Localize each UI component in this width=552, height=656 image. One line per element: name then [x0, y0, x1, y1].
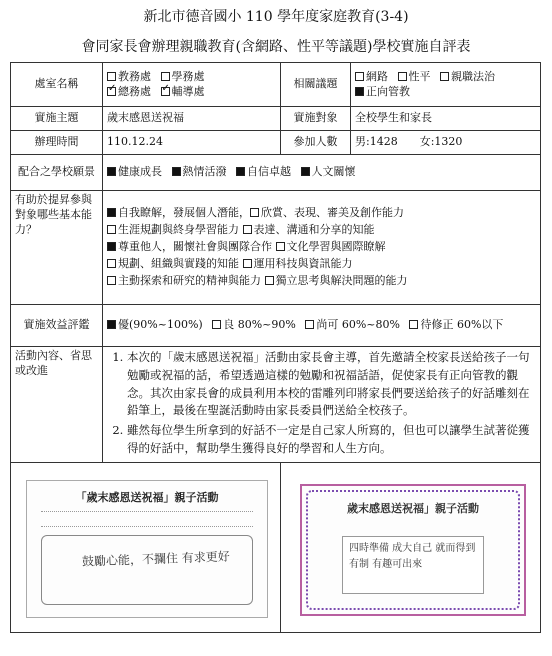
target-value: 全校學生和家長 [351, 107, 541, 131]
eval-option-excellent[interactable]: 優(90%~100%) [107, 318, 203, 333]
checkbox-checked[interactable] [107, 167, 116, 176]
eval-option-needs-fix[interactable]: 待修正 60%以下 [409, 318, 503, 333]
office-option-academic[interactable]: 教務處 [107, 70, 151, 85]
checkbox-checked[interactable] [107, 242, 116, 251]
office-option-general-affairs[interactable]: ✓總務處 [107, 85, 151, 100]
checkbox-checked[interactable] [107, 320, 116, 329]
count-label: 參加人數 [281, 131, 351, 155]
document-title-line2: 會同家長會辦理親職教育(含網路、性平等議題)學校實施自評表 [81, 39, 471, 55]
ability-option[interactable]: 自我瞭解，發展個人潛能 [107, 206, 239, 219]
topic-option-parenting-law[interactable]: 親職法治 [440, 70, 495, 85]
office-option-student-affairs[interactable]: 學務處 [161, 70, 205, 85]
message-box-right [342, 536, 484, 594]
time-label: 辦理時間 [11, 131, 103, 155]
checkbox[interactable] [265, 276, 274, 285]
checkbox[interactable] [107, 276, 116, 285]
topic-label: 相關議題 [281, 63, 351, 107]
ability-option[interactable]: 生涯規劃與終身學習能力 [107, 223, 239, 236]
activity-photo-left [26, 480, 268, 618]
ability-row [107, 240, 536, 255]
content-label: 活動內容、省思或改進 [11, 347, 103, 463]
checkbox[interactable] [305, 320, 314, 329]
checkbox-checked[interactable] [301, 167, 310, 176]
topic-options [351, 63, 541, 107]
content-text [103, 347, 541, 463]
ability-options [103, 191, 541, 305]
content-item: 1. 本次的「歲末感恩送祝福」活動由家長會主導，首先邀請全校家長送給孩子一句勉勵或祝福的話，希望透過這樣的勉勵和祝福話語，促使家長有正向管教的觀念。其次由家長會的成員利用本校的雷雕列印將家長們要送給孩子的好話雕刻在鉛筆上，最後在聖誕活動時由家長委員們送給全校孩子。 [127, 349, 536, 420]
ability-option[interactable]: 運用科技與資訊能力 [243, 257, 353, 270]
eval-option-fair[interactable]: 尚可 60%~80% [305, 318, 400, 333]
message-box-left [41, 535, 253, 605]
ability-row: 自我瞭解，發展個人潛能， 欣賞、表現、審美及創作能力 [107, 206, 536, 221]
photo-title-right: 歲末感恩送祝福」親子活動 [347, 502, 479, 515]
checkbox[interactable] [212, 320, 221, 329]
topic-option-positive-discipline[interactable]: 正向管教 [355, 85, 410, 100]
count-value: 男:1428 女:1320 [351, 131, 541, 155]
office-options [103, 63, 281, 107]
checkbox-checked[interactable] [107, 208, 116, 217]
eval-option-good[interactable]: 良 80%~90% [212, 318, 296, 333]
checkbox-checked[interactable] [107, 87, 116, 96]
checkbox[interactable] [107, 259, 116, 268]
theme-label: 實施主題 [11, 107, 103, 131]
checkbox[interactable] [398, 72, 407, 81]
topic-option-gender[interactable]: 性平 [398, 70, 431, 85]
activity-photo-right [300, 484, 526, 616]
checkbox-checked[interactable] [172, 167, 181, 176]
checkbox[interactable] [161, 72, 170, 81]
eval-options [103, 305, 541, 347]
photo-text-lines [41, 511, 253, 527]
checkbox[interactable] [440, 72, 449, 81]
eval-label: 實施效益評鑑 [11, 305, 103, 347]
checkbox-checked[interactable] [161, 87, 170, 96]
checkbox[interactable] [409, 320, 418, 329]
office-label: 處室名稱 [11, 63, 103, 107]
vision-label: 配合之學校願景 [11, 155, 103, 191]
checkbox[interactable] [355, 72, 364, 81]
checkbox-checked[interactable] [355, 87, 364, 96]
checkbox[interactable] [276, 242, 285, 251]
time-value: 110.12.24 [103, 131, 281, 155]
vision-option[interactable]: 自信卓越 [236, 165, 291, 180]
content-item: 2. 雖然每位學生所拿到的好話不一定是自己家人所寫的，但也可以讓學生試著從獲得的好話中，幫助學生獲得良好的學習和人生方向。 [127, 422, 536, 458]
vision-options [103, 155, 541, 191]
document-title-line1: 新北市德音國小 110 學年度家庭教育(3-4) [143, 9, 409, 25]
ability-row [107, 257, 536, 272]
ability-row [107, 223, 536, 238]
topic-option-internet[interactable]: 網路 [355, 70, 388, 85]
handwritten-message-left: 鼓勵心能，不攔住 有求更好 [81, 549, 231, 569]
vision-option[interactable]: 健康成長 [107, 165, 162, 180]
photo-title-left: 「歲末感恩送祝福」親子活動 [75, 491, 219, 504]
ability-option[interactable]: 規劃、組織與實踐的知能 [107, 257, 239, 270]
checkbox[interactable] [107, 225, 116, 234]
target-label: 實施對象 [281, 107, 351, 131]
ability-option[interactable]: 尊重他人，關懷社會與團隊合作 [107, 240, 272, 253]
ability-option[interactable]: 欣賞、表現、審美及創作能力 [250, 206, 404, 219]
ability-option[interactable]: 主動探索和研究的精神與能力 [107, 274, 261, 287]
vision-option[interactable]: 人文關懷 [301, 165, 356, 180]
checkbox[interactable] [107, 72, 116, 81]
handwritten-message-right: 四時準備 成大自己 就而得到有制 有趣可出來 [349, 543, 476, 570]
ability-option[interactable]: 獨立思考與解決問題的能力 [265, 274, 408, 287]
vision-option[interactable]: 熱情活潑 [172, 165, 227, 180]
office-option-counseling[interactable]: ✓ 輔導處 [161, 85, 205, 100]
theme-value: 歲末感恩送祝福 [103, 107, 281, 131]
checkbox[interactable] [243, 259, 252, 268]
ability-row [107, 274, 536, 289]
checkbox[interactable] [250, 208, 259, 217]
ability-option[interactable]: 表達、溝通和分享的知能 [243, 223, 375, 236]
checkbox[interactable] [243, 225, 252, 234]
ability-option[interactable]: 文化學習與國際瞭解 [276, 240, 386, 253]
ability-label: 有助於提昇參與對象哪些基本能力？ [11, 191, 103, 305]
checkbox-checked[interactable] [236, 167, 245, 176]
